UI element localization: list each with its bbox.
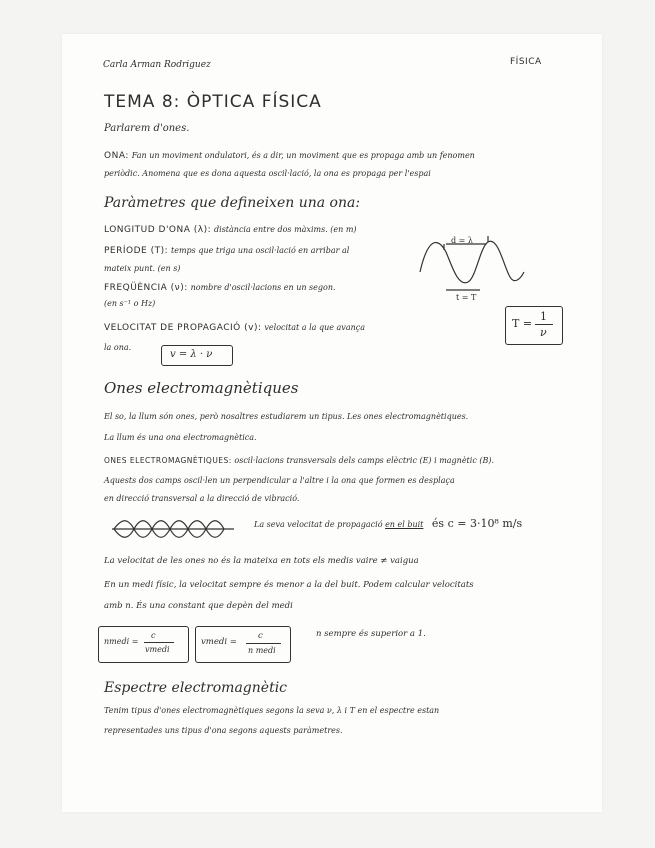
freq-text2: (en s⁻¹ o Hz) (104, 299, 156, 308)
spectrum-line2: representades uns tipus d'ona segons aquests paràmetres. (104, 726, 343, 735)
n-note: n sempre és superior a 1. (316, 629, 426, 639)
v-box-left: vmedi = (201, 637, 237, 647)
em-wave-sketch (112, 516, 237, 542)
ona-line2: periòdic. Anomena que es dona aquesta oscil·lació, la ona es propaga per l'espai (104, 169, 431, 178)
medium-line: La velocitat de les ones no és la mateixa en tots els medis vaire ≠ vaigua (104, 556, 419, 566)
vel-formula: v = λ · ν (170, 349, 213, 360)
title-underline (100, 114, 270, 120)
n-box-left: nmedi = (104, 637, 139, 646)
longitud-text: distància entre dos màxims. (en m) (214, 225, 357, 234)
freq-term: FREQÜÈNCIA (ν): (104, 283, 188, 293)
vel-text1: velocitat a la que avança (264, 323, 365, 332)
spectrum-line1: Tenim tipus d'ones electromagnètiques segons la seva ν, λ i T en el espectre estan (104, 706, 440, 715)
v-box-num: c (258, 631, 263, 641)
em-def-row (104, 456, 494, 465)
author-name: Carla Arman Rodriguez (103, 60, 211, 70)
freq-text1: nombre d'oscil·lacions en un segon. (190, 283, 336, 292)
em-def-line2: Aquests dos camps oscil·len un perpendicular a l'altre i la ona que formen es desplaça (104, 476, 455, 485)
freq-row (104, 283, 336, 293)
medium-p-line1: En un medi físic, la velocitat sempre és menor a la del buit. Podem calcular velocitats (104, 580, 474, 590)
vel-term: VELOCITAT DE PROPAGACIÓ (v): (104, 323, 262, 333)
spectrum-heading: Espectre electromagnètic (104, 680, 288, 696)
vel-formula-box (161, 345, 233, 366)
longitud-row (104, 225, 357, 235)
em-def-line3: en direcció transversal a la direcció de vibració. (104, 494, 300, 503)
periode-row (104, 246, 349, 256)
longitud-term: LONGITUD D'ONA (λ): (104, 225, 212, 235)
v-fraction-bar (246, 643, 281, 644)
periode-text1: temps que triga una oscil·lació en arribar al (171, 246, 350, 255)
wave-diagram (418, 232, 528, 302)
period-formula-den: ν (540, 326, 547, 339)
n-formula-box (98, 626, 189, 663)
speed-text: La seva velocitat de propagació (254, 520, 383, 529)
periode-term: PERÍODE (T): (104, 246, 169, 256)
params-heading: Paràmetres que defineixen una ona: (104, 195, 361, 211)
em-heading: Ones electromagnètiques (104, 379, 299, 397)
speed-formula: és c = 3·10⁸ m/s (431, 517, 523, 530)
periode-text2: mateix punt. (en s) (104, 264, 181, 273)
ona-term: ONA: (104, 151, 129, 161)
em-def-term: ONES ELECTROMAGNÈTIQUES: (104, 456, 232, 465)
speed-underlined: en el buit (385, 520, 424, 529)
vel-text2: la ona. (104, 343, 132, 352)
em-p1-line2: La llum és una ona electromagnètica. (104, 433, 257, 442)
wave-label-lambda: d = λ (451, 236, 473, 245)
em-def-line1: oscil·lacions transversals dels camps elèctric (E) i magnètic (B). (234, 456, 495, 465)
intro-text: Parlarem d'ones. (104, 123, 190, 134)
speed-row (254, 517, 522, 530)
page-title: TEMA 8: ÒPTICA FÍSICA (104, 92, 322, 112)
vel-row (104, 323, 365, 333)
period-formula-box (505, 306, 563, 345)
period-formula-num: 1 (540, 310, 547, 323)
em-p1-line1: El so, la llum són ones, però nosaltres estudiarem un tipus. Les ones electromagnètiques. (104, 412, 469, 421)
ona-line1: Fan un moviment ondulatori, és a dir, un moviment que es propaga amb un fenomen (131, 151, 475, 160)
n-box-num: c (151, 631, 156, 640)
medium-p-line2: amb n. És una constant que depèn del medi (104, 601, 293, 611)
ona-definition (104, 151, 475, 161)
subject-label: FÍSICA (510, 57, 542, 67)
fraction-bar (535, 324, 553, 325)
period-formula-left: T = (512, 317, 533, 330)
params-underline (102, 212, 317, 217)
n-fraction-bar (144, 642, 174, 643)
wave-label-period: t = T (456, 293, 477, 302)
n-box-den: vmedi (145, 645, 170, 654)
v-box-den: n medi (248, 646, 276, 655)
v-formula-box (195, 626, 291, 663)
